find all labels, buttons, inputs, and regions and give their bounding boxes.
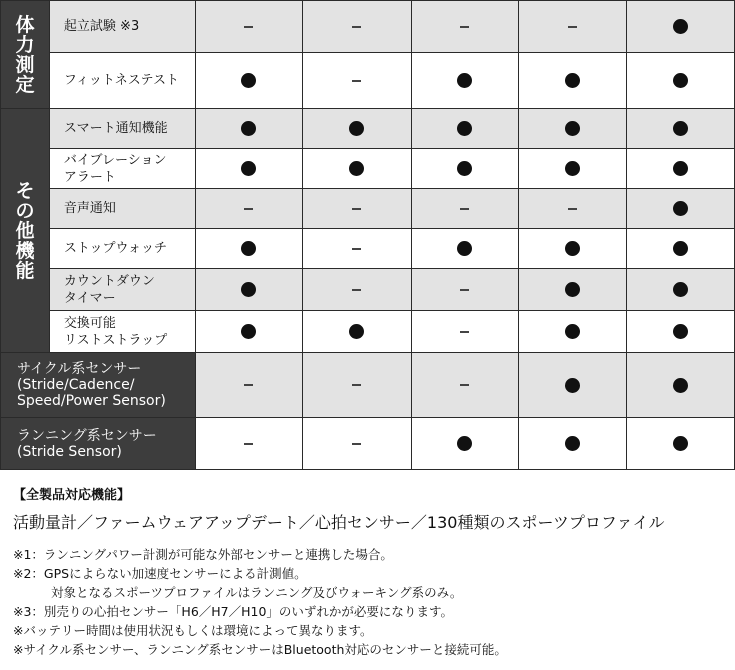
supported-dot-icon <box>565 73 580 88</box>
value-cell <box>411 311 518 353</box>
unsupported-dash-icon <box>352 443 361 445</box>
table-row <box>1 149 735 189</box>
unsupported-dash-icon <box>352 289 361 291</box>
footnote: 対象となるスポーツプロファイルはランニング及びウォーキング系のみ。 <box>51 585 463 600</box>
sensor-label: サイクル系センサー (Stride/Cadence/ Speed/Power Sensor) <box>1 353 196 418</box>
value-cell <box>303 353 411 418</box>
supported-dot-icon <box>565 436 580 451</box>
supported-dot-icon <box>565 324 580 339</box>
feature-label: ストップウォッチ <box>49 229 195 269</box>
unsupported-dash-icon <box>460 208 469 210</box>
supported-dot-icon <box>673 282 688 297</box>
table-row <box>1 53 735 109</box>
supported-dot-icon <box>673 378 688 393</box>
feature-label: 交換可能 リストストラップ <box>49 311 195 353</box>
value-cell <box>411 229 518 269</box>
supported-dot-icon <box>241 73 256 88</box>
footnote: ※2：GPSによらない加速度センサーによる計測値。 <box>13 566 307 581</box>
value-cell <box>626 229 735 269</box>
value-cell <box>519 149 626 189</box>
category-fitness: 体力測定 <box>1 1 50 109</box>
unsupported-dash-icon <box>460 331 469 333</box>
footnote: ※3：別売りの心拍センサー「H6／H7／H10」のいずれかが必要になります。 <box>13 604 453 619</box>
value-cell <box>411 418 518 470</box>
value-cell <box>303 1 411 53</box>
value-cell <box>519 418 626 470</box>
value-cell <box>411 1 518 53</box>
value-cell <box>626 269 735 311</box>
value-cell <box>303 149 411 189</box>
value-cell <box>303 53 411 109</box>
feature-label: 音声通知 <box>49 189 195 229</box>
unsupported-dash-icon <box>460 26 469 28</box>
value-cell <box>626 1 735 53</box>
supported-dot-icon <box>565 121 580 136</box>
footnote: ※1：ランニングパワー計測が可能な外部センサーと連携した場合。 <box>13 547 393 562</box>
supported-dot-icon <box>457 436 472 451</box>
unsupported-dash-icon <box>352 26 361 28</box>
value-cell <box>519 1 626 53</box>
value-cell <box>519 229 626 269</box>
value-cell <box>411 53 518 109</box>
value-cell <box>411 109 518 149</box>
value-cell <box>519 353 626 418</box>
unsupported-dash-icon <box>460 289 469 291</box>
supported-dot-icon <box>349 161 364 176</box>
feature-label: カウントダウン タイマー <box>49 269 195 311</box>
value-cell <box>195 1 302 53</box>
unsupported-dash-icon <box>460 384 469 386</box>
value-cell <box>303 229 411 269</box>
value-cell <box>519 269 626 311</box>
unsupported-dash-icon <box>244 208 253 210</box>
notes-section <box>13 484 728 659</box>
category-other: その他機能 <box>1 109 50 353</box>
supported-dot-icon <box>241 121 256 136</box>
table-row <box>1 229 735 269</box>
value-cell <box>303 109 411 149</box>
value-cell <box>303 418 411 470</box>
value-cell <box>195 311 302 353</box>
feature-label: フィットネステスト <box>49 53 195 109</box>
unsupported-dash-icon <box>568 26 577 28</box>
supported-dot-icon <box>457 161 472 176</box>
unsupported-dash-icon <box>352 80 361 82</box>
table-row <box>1 311 735 353</box>
supported-dot-icon <box>565 282 580 297</box>
supported-dot-icon <box>349 324 364 339</box>
table-row <box>1 109 735 149</box>
supported-dot-icon <box>241 324 256 339</box>
value-cell <box>195 353 302 418</box>
supported-dot-icon <box>673 161 688 176</box>
value-cell <box>626 189 735 229</box>
supported-dot-icon <box>673 324 688 339</box>
supported-dot-icon <box>673 201 688 216</box>
table-row <box>1 189 735 229</box>
value-cell <box>195 189 302 229</box>
unsupported-dash-icon <box>352 384 361 386</box>
supported-dot-icon <box>241 161 256 176</box>
unsupported-dash-icon <box>352 248 361 250</box>
value-cell <box>411 269 518 311</box>
unsupported-dash-icon <box>244 26 253 28</box>
sensor-row <box>1 353 735 418</box>
value-cell <box>626 149 735 189</box>
value-cell <box>303 311 411 353</box>
unsupported-dash-icon <box>568 208 577 210</box>
unsupported-dash-icon <box>244 384 253 386</box>
common-features: 活動量計／ファームウェアアップデート／心拍センサー／130種類のスポーツプロファイル <box>13 513 665 532</box>
value-cell <box>626 353 735 418</box>
footnote: ※サイクル系センサー、ランニング系センサーはBluetooth対応のセンサーと接続可能。 <box>13 642 507 657</box>
table-row <box>1 269 735 311</box>
supported-dot-icon <box>565 378 580 393</box>
value-cell <box>411 189 518 229</box>
footnote: ※バッテリー時間は使用状況もしくは環境によって異なります。 <box>13 623 373 638</box>
supported-dot-icon <box>349 121 364 136</box>
supported-dot-icon <box>673 436 688 451</box>
value-cell <box>411 149 518 189</box>
notes-heading: 【全製品対応機能】 <box>13 488 131 503</box>
supported-dot-icon <box>673 73 688 88</box>
value-cell <box>519 311 626 353</box>
supported-dot-icon <box>457 73 472 88</box>
value-cell <box>195 229 302 269</box>
supported-dot-icon <box>565 241 580 256</box>
value-cell <box>195 109 302 149</box>
unsupported-dash-icon <box>244 443 253 445</box>
supported-dot-icon <box>565 161 580 176</box>
supported-dot-icon <box>241 282 256 297</box>
supported-dot-icon <box>673 121 688 136</box>
table-row <box>1 1 735 53</box>
supported-dot-icon <box>457 121 472 136</box>
supported-dot-icon <box>457 241 472 256</box>
value-cell <box>626 418 735 470</box>
feature-label: バイブレーション アラート <box>49 149 195 189</box>
value-cell <box>626 53 735 109</box>
feature-label: 起立試験 ※3 <box>49 1 195 53</box>
value-cell <box>626 311 735 353</box>
supported-dot-icon <box>673 19 688 34</box>
value-cell <box>195 269 302 311</box>
supported-dot-icon <box>241 241 256 256</box>
value-cell <box>303 189 411 229</box>
sensor-label: ランニング系センサー (Stride Sensor) <box>1 418 196 470</box>
value-cell <box>195 418 302 470</box>
unsupported-dash-icon <box>352 208 361 210</box>
value-cell <box>303 269 411 311</box>
value-cell <box>519 53 626 109</box>
sensor-row <box>1 418 735 470</box>
supported-dot-icon <box>673 241 688 256</box>
value-cell <box>195 149 302 189</box>
feature-label: スマート通知機能 <box>49 109 195 149</box>
value-cell <box>519 189 626 229</box>
value-cell <box>626 109 735 149</box>
value-cell <box>411 353 518 418</box>
value-cell <box>195 53 302 109</box>
value-cell <box>519 109 626 149</box>
